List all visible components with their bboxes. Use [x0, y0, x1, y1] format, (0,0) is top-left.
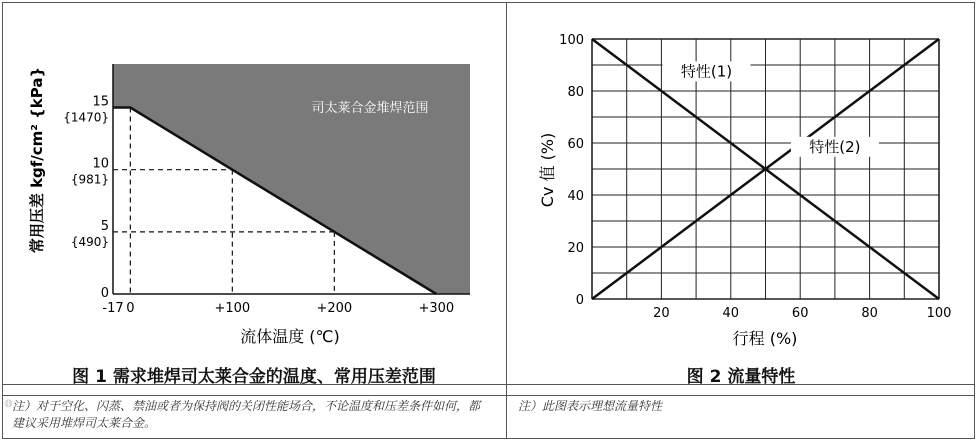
region-label: 司太莱合金堆焊范围 [311, 101, 429, 116]
figure1-chart [2, 2, 506, 362]
y-tick-sublabel: {1470} [63, 110, 109, 125]
x-tick-label: 20 [653, 306, 670, 321]
figure2-caption: 图 2 流量特性 [686, 367, 796, 387]
x-tick-label: 60 [791, 306, 809, 321]
y-tick-sublabel: {490} [70, 234, 109, 249]
figure2-x-axis-label: 行程 (%) [732, 329, 798, 348]
series-label-2: 特性(2) [809, 137, 861, 156]
y-tick-label: 80 [567, 85, 584, 100]
y-tick-sublabel: {981} [70, 172, 109, 187]
x-tick-label: 40 [722, 306, 740, 321]
x-tick-label: 80 [861, 306, 878, 321]
figure2-note: 注）此图表示理想流量特性 [518, 399, 663, 413]
y-tick-label: 10 [92, 156, 109, 172]
x-tick-label: +200 [316, 301, 353, 316]
y-tick-label: 40 [567, 189, 584, 204]
figure1-y-axis-label: 常用压差 kgf/cm² {kPa} [28, 66, 46, 254]
figure1-x-axis-label: 流体温度 (℃) [240, 327, 340, 346]
y-tick-label: 15 [92, 94, 109, 110]
y-tick-label: 5 [100, 218, 109, 234]
y-tick-label: 20 [567, 241, 584, 256]
x-tick-label: -17 [102, 301, 124, 316]
x-tick-label: +300 [418, 301, 455, 316]
x-tick-label: 0 [126, 301, 135, 316]
figure2-y-axis-label: Cv 值 (%) [538, 132, 557, 208]
figure1-note: 注）对于空化、闪蒸、禁油或者为保持阀的关闭性能场合，不论温度和压差条件如何，都建议采用堆焊司太莱合金。 [12, 399, 481, 430]
figure1-caption: 图 1 需求堆焊司太莱合金的温度、常用压差范围 [72, 367, 436, 387]
x-tick-label: 100 [926, 306, 952, 321]
series-label-1: 特性(1) [680, 62, 733, 81]
caption-divider-bottom [2, 395, 975, 396]
y-tick-label: 0 [100, 286, 109, 301]
x-tick-label: +100 [214, 301, 251, 316]
shaded-region [113, 64, 470, 294]
figure2-chart [507, 2, 975, 362]
y-tick-label: 60 [567, 137, 584, 152]
y-tick-label: 0 [575, 293, 584, 308]
watermark-icon: ◍ [4, 398, 13, 409]
y-tick-label: 100 [559, 33, 584, 48]
